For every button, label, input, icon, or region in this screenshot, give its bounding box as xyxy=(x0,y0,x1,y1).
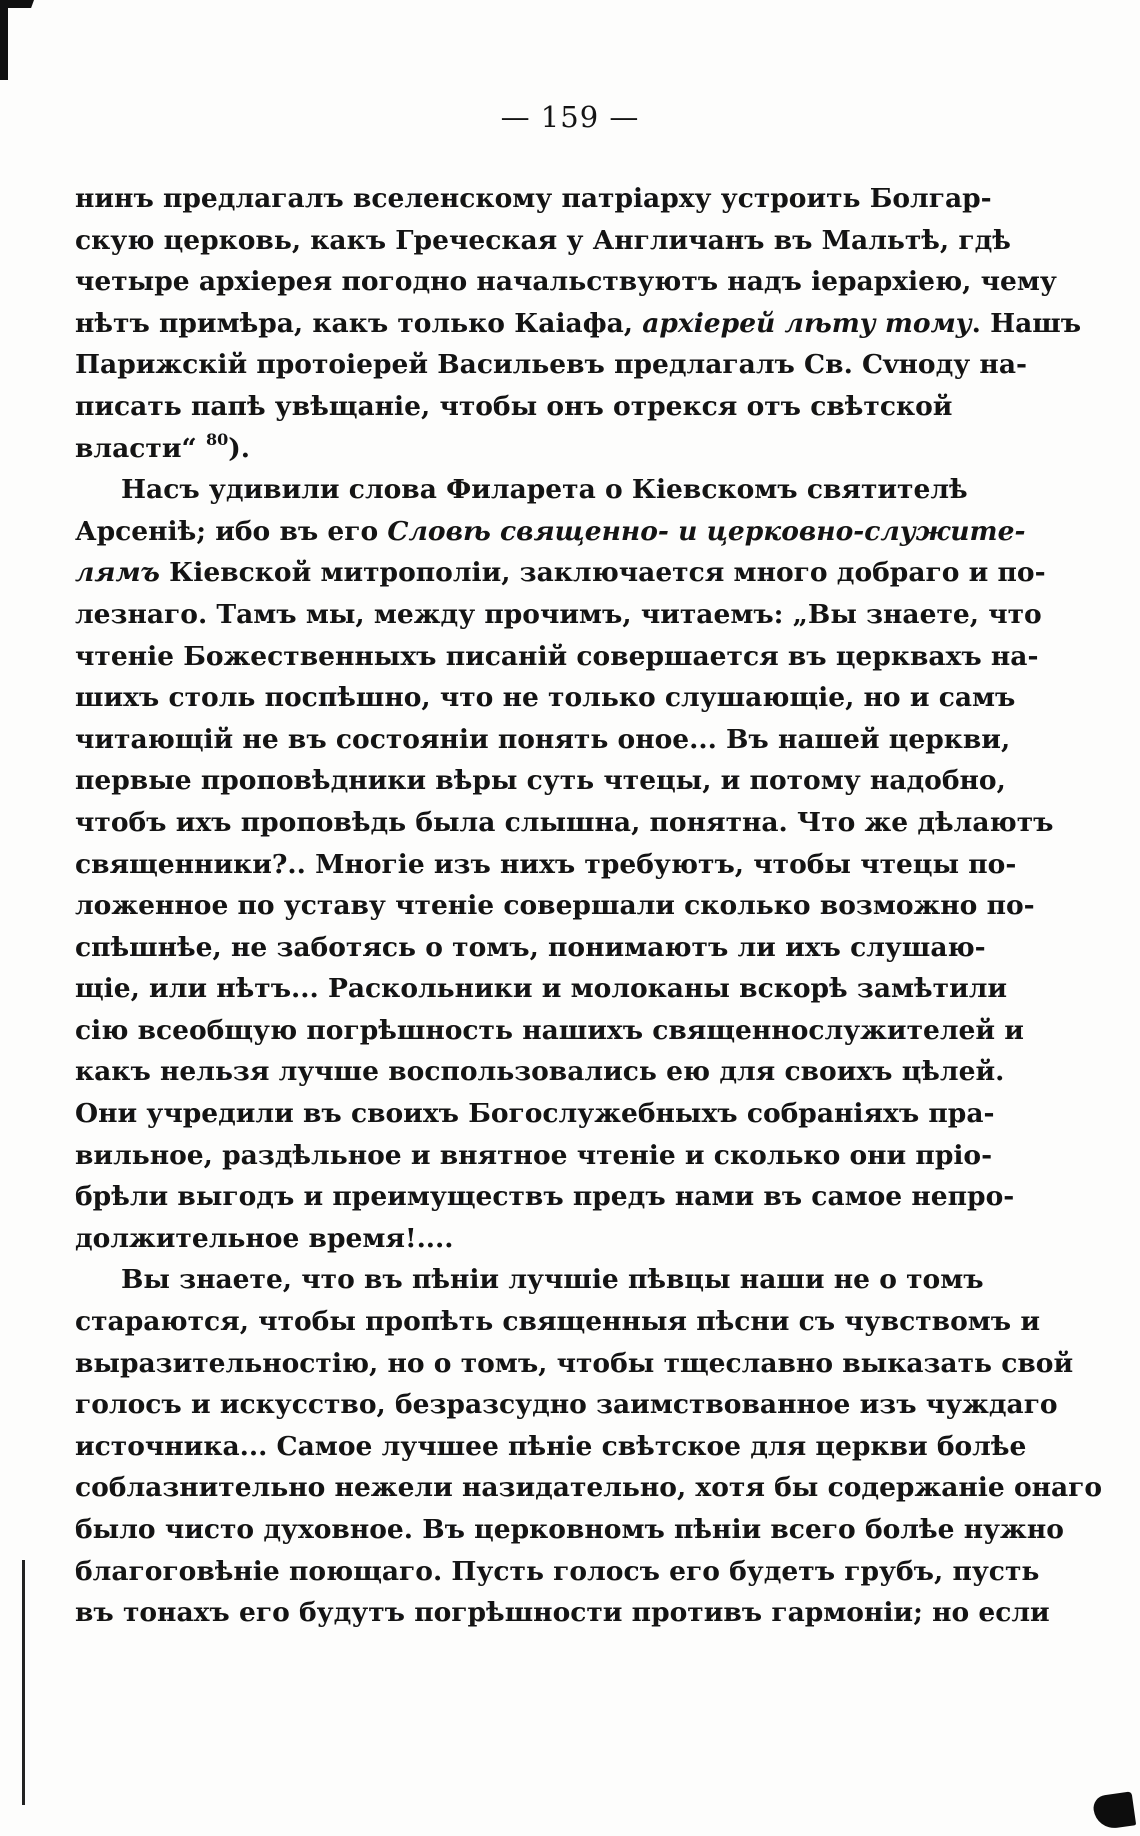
text-line xyxy=(75,636,1039,678)
text-line xyxy=(75,927,986,969)
scan-edge-mark xyxy=(0,0,8,80)
text-line xyxy=(75,1259,984,1301)
line-text: въ тонахъ его будутъ погрѣшности противъ гармоніи; но если xyxy=(75,1597,1050,1629)
text-line xyxy=(75,386,953,428)
line-text: шихъ столь поспѣшно, что не только слушающіе, но и самъ xyxy=(75,682,1016,714)
text-line xyxy=(75,1343,1074,1385)
text-line xyxy=(75,1135,993,1177)
text-line xyxy=(75,594,1042,636)
line-text: выразительностію, но о томъ, чтобы тщеславно выказать свой xyxy=(75,1347,1074,1379)
line-text: нинъ предлагалъ вселенскому патріарху устроить Болгар- xyxy=(75,183,992,214)
text-line xyxy=(75,1467,1103,1509)
line-text: сію всеобщую погрѣшность нашихъ священнослужителей и xyxy=(75,1014,1024,1046)
line-text: было чисто духовное. Въ церковномъ пѣніи всего болѣе нужно xyxy=(75,1514,1064,1545)
line-text: Они учредили въ своихъ Богослужебныхъ собраніяхъ пра- xyxy=(75,1098,995,1130)
text-line xyxy=(75,760,1006,802)
line-text: лезнаго. Тамъ мы, между прочимъ, читаемъ: „Вы знаете, что xyxy=(75,598,1042,630)
text-line xyxy=(75,1176,1015,1218)
text-line xyxy=(75,344,1027,386)
text-line xyxy=(75,1426,1027,1468)
text-line xyxy=(75,1509,1064,1551)
line-text: чтеніе Божественныхъ писаній совершается въ церквахъ на- xyxy=(75,640,1039,672)
text-line xyxy=(75,1384,1058,1426)
text-line xyxy=(75,511,1026,553)
text-line xyxy=(75,1093,995,1135)
text-line xyxy=(75,1010,1024,1052)
italic-text: архіерей лѣту тому xyxy=(642,307,972,339)
text-line xyxy=(75,677,1016,719)
line-text: щіе, или нѣтъ... Раскольники и молоканы вскорѣ замѣтили xyxy=(75,973,1008,1005)
scan-edge-line xyxy=(22,1560,25,1805)
line-text: ложенное по уставу чтеніе совершали сколько возможно по- xyxy=(75,890,1035,922)
line-text: какъ нельзя лучше воспользовались ею для своихъ цѣлей. xyxy=(75,1056,1005,1088)
line-text: . Нашъ xyxy=(971,307,1082,339)
text-line xyxy=(75,1051,1005,1093)
text-line xyxy=(75,1301,1040,1343)
line-text: вильное, раздѣльное и внятное чтеніе и сколько они пріо- xyxy=(75,1139,993,1171)
footnote-ref: 80 xyxy=(205,429,229,449)
ink-blot xyxy=(1092,1791,1136,1830)
line-text: Вы знаете, что въ пѣніи лучшіе пѣвцы наши не о томъ xyxy=(121,1264,984,1296)
line-text: читающій не въ состояніи понять оное... Въ нашей церкви, xyxy=(75,723,1011,755)
body-text xyxy=(75,178,1103,1634)
line-text: четыре архіерея погодно начальствуютъ надъ іерархіею, чему xyxy=(75,266,1057,298)
text-line xyxy=(75,469,968,511)
scan-corner-mark xyxy=(0,0,34,8)
text-line xyxy=(75,1592,1050,1634)
text-line xyxy=(75,428,945,470)
line-text: нѣтъ примѣра, какъ только Каіафа, xyxy=(75,307,643,339)
line-text: скую церковь, какъ Греческая у Англичанъ въ Мальтѣ, гдѣ xyxy=(75,224,1011,256)
line-text: должительное время!.... xyxy=(75,1222,454,1254)
text-line xyxy=(75,1218,945,1260)
text-line xyxy=(75,844,1017,886)
line-text: писать папѣ увѣщаніе, чтобы онъ отрекся отъ свѣтской xyxy=(75,390,953,422)
text-line xyxy=(75,178,992,220)
line-text: брѣли выгодъ и преимуществъ предъ нами въ самое непро- xyxy=(75,1181,1015,1213)
text-line xyxy=(75,802,1054,844)
line-text: чтобъ ихъ проповѣдь была слышна, понятна. Что же дѣлаютъ xyxy=(75,806,1054,838)
line-text: стараются, чтобы пропѣть священныя пѣсни съ чувствомъ и xyxy=(75,1306,1040,1338)
italic-text: лямъ xyxy=(75,557,160,589)
line-text: спѣшнѣе, не заботясь о томъ, понимаютъ ли ихъ слушаю- xyxy=(75,931,986,963)
italic-text: Словѣ священно- и церковно-служите- xyxy=(387,515,1026,547)
text-line xyxy=(75,1551,1040,1593)
line-text: Кіевской митрополіи, заключается много добраго и по- xyxy=(159,557,1046,589)
line-text: Арсеніѣ; ибо въ его xyxy=(75,515,388,547)
text-line xyxy=(75,719,1011,761)
line-text: соблазнительно нежели назидательно, хотя бы содержаніе онаго xyxy=(75,1472,1103,1504)
line-text: благоговѣніе поющаго. Пусть голосъ его будетъ грубъ, пусть xyxy=(75,1555,1040,1587)
text-line xyxy=(75,220,1011,262)
text-line xyxy=(75,261,1057,303)
page-number: — 159 — xyxy=(500,100,640,134)
text-line xyxy=(75,303,1082,345)
line-text: Парижскій протоіерей Васильевъ предлагалъ Св. Сvноду на- xyxy=(75,349,1027,381)
line-text: первые проповѣдники вѣры суть чтецы, и потому надобно, xyxy=(75,765,1006,797)
text-line xyxy=(75,885,1035,927)
line-text: власти“ xyxy=(75,432,206,464)
line-text: ). xyxy=(228,432,250,464)
line-text: священники?.. Многіе изъ нихъ требуютъ, чтобы чтецы по- xyxy=(75,848,1017,880)
line-text: источника... Самое лучшее пѣніе свѣтское для церкви болѣе xyxy=(75,1430,1027,1462)
line-text: голосъ и искусство, безразсудно заимствованное изъ чуждаго xyxy=(75,1389,1058,1421)
text-line xyxy=(75,968,1008,1010)
line-text: Насъ удивили слова Филарета о Кіевскомъ святителѣ xyxy=(121,474,968,506)
text-line xyxy=(75,552,1046,594)
